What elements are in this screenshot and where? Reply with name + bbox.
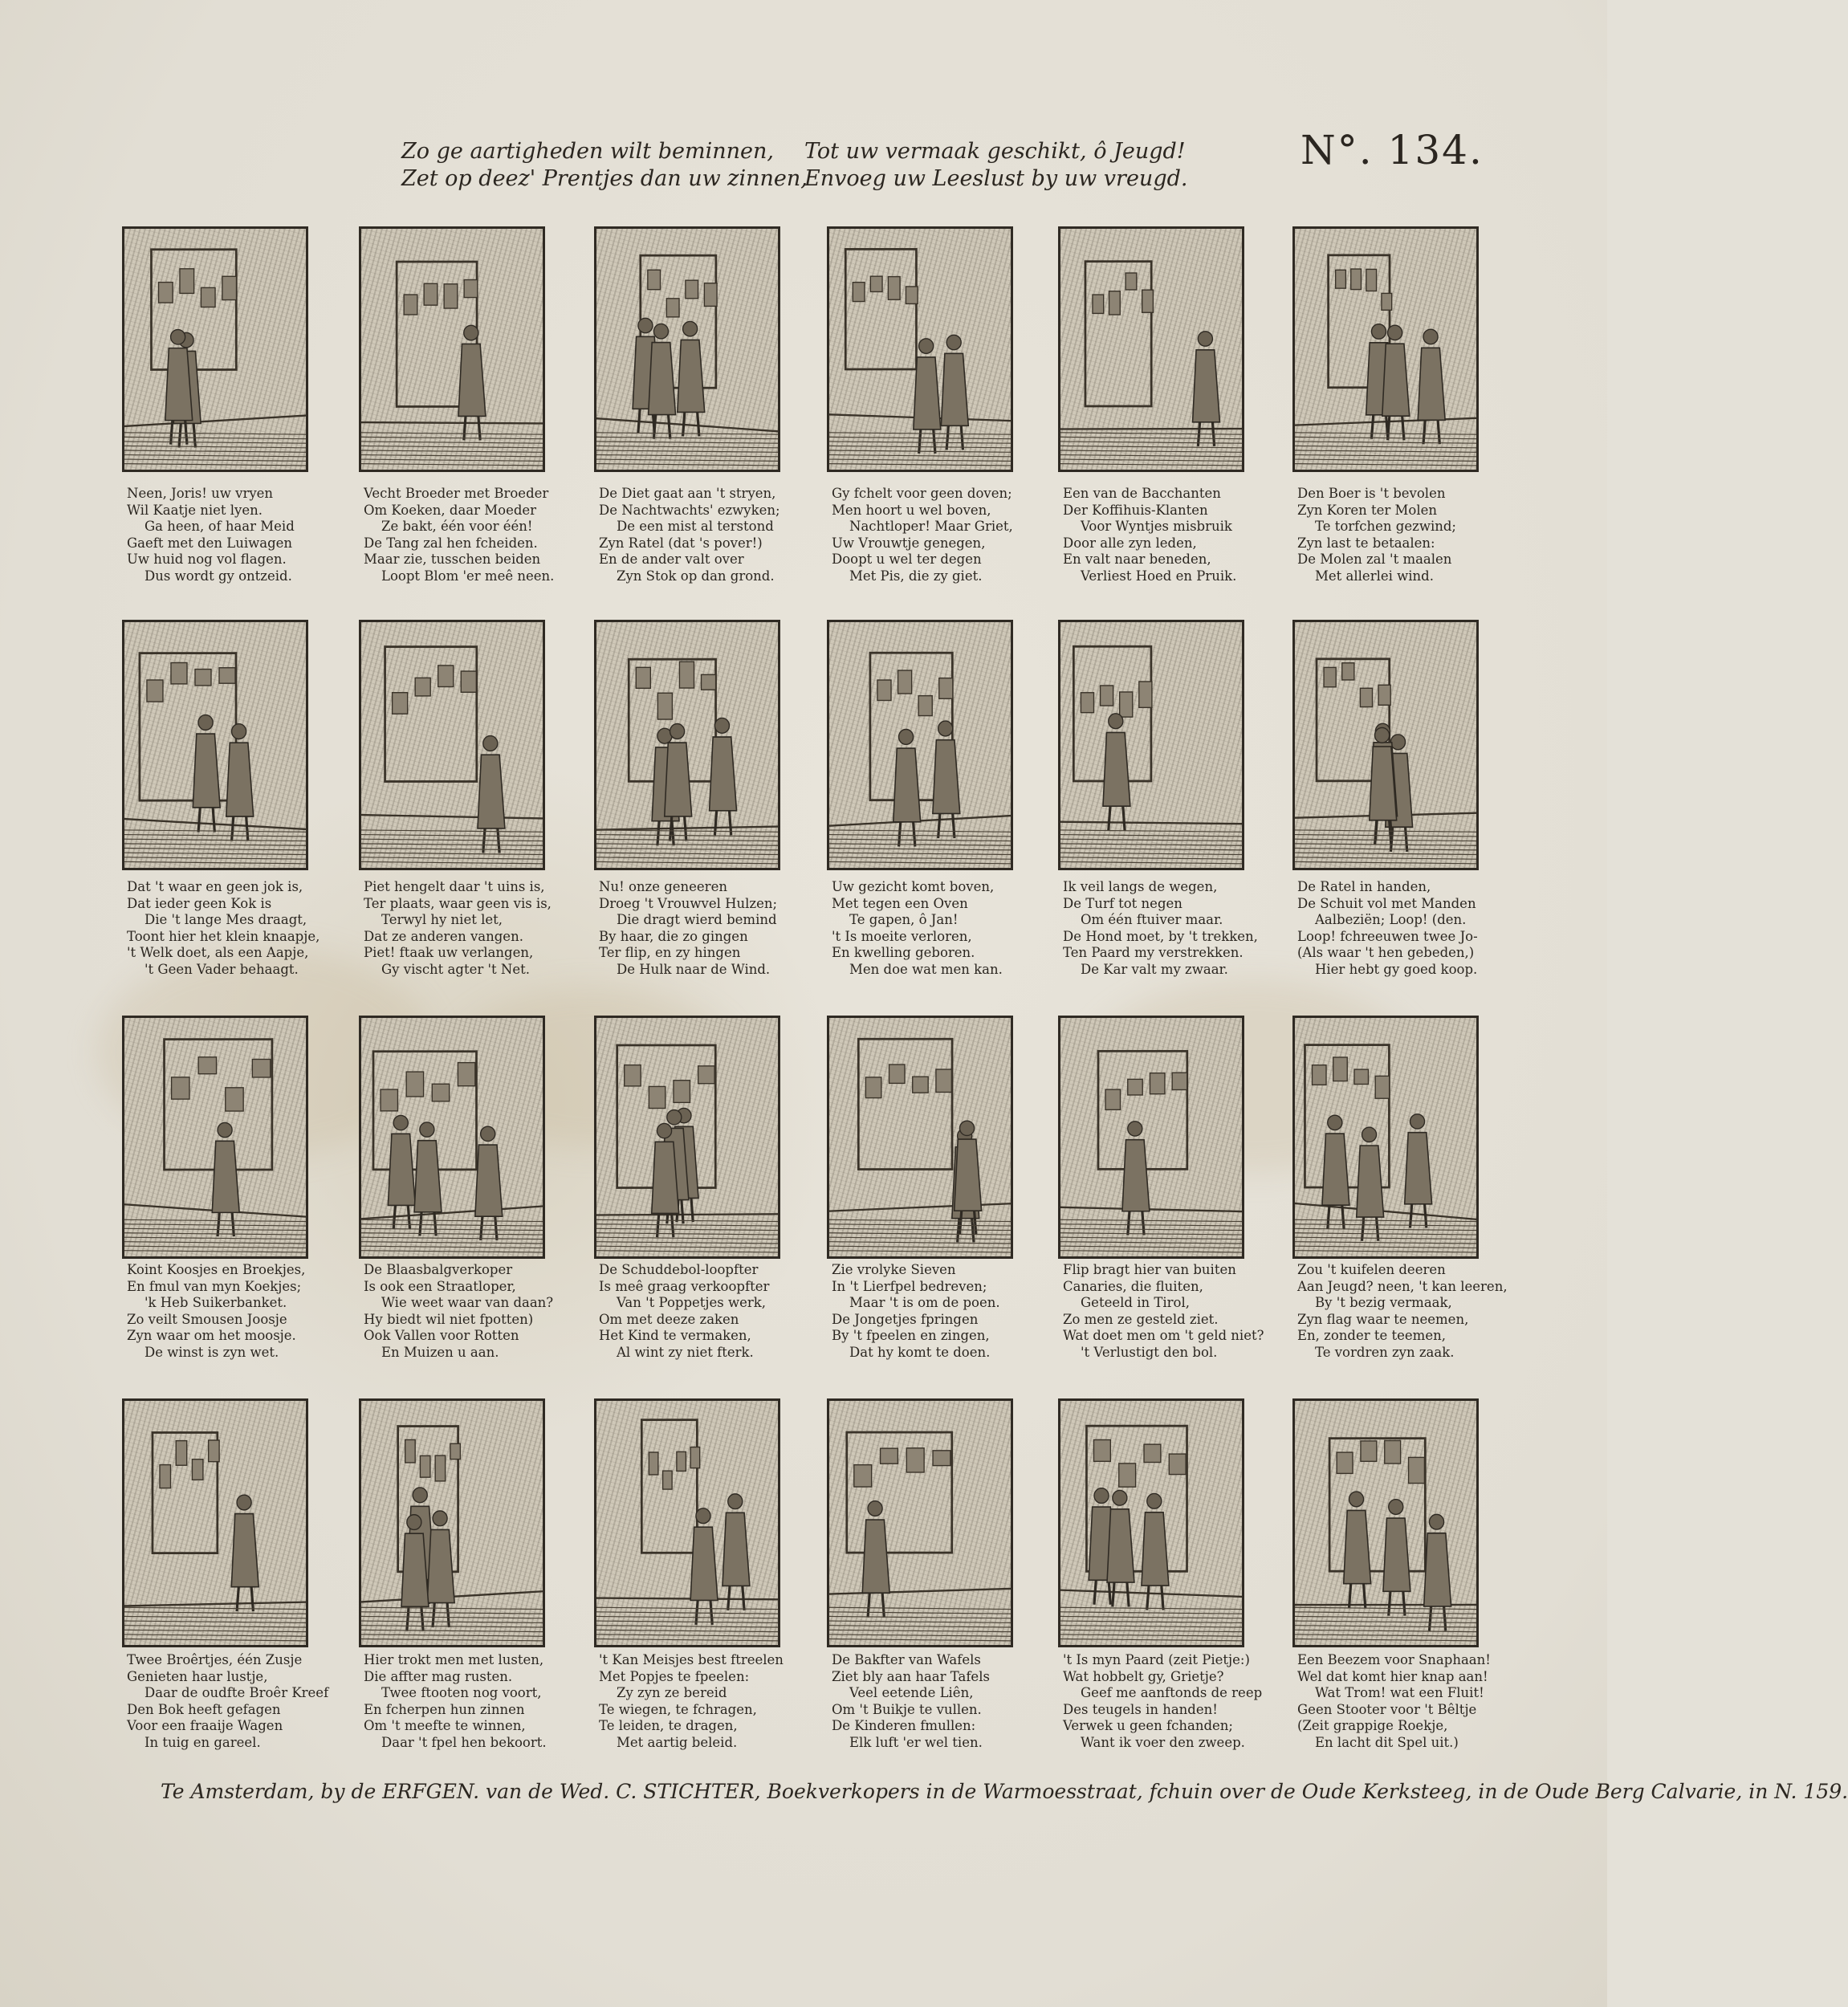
verse-line: Doopt u wel ter degen: [832, 552, 982, 567]
verse-line: En lacht dit Spel uit.): [1315, 1734, 1459, 1750]
verse-line: Wat hobbelt gy, Grietje?: [1063, 1668, 1224, 1684]
woodcut-illustration: [1292, 226, 1479, 472]
woodcut-illustration: [1058, 226, 1244, 472]
verse-line: Want ik voer den zweep.: [1081, 1734, 1245, 1750]
woodcut-illustration: [1058, 620, 1244, 870]
verse-line: Verliest Hoed en Pruik.: [1081, 568, 1237, 584]
verse-line: Daar 't fpel hen bekoort.: [381, 1734, 547, 1750]
verse-line: Aalbeziën; Loop! (den.: [1315, 912, 1467, 927]
verse-line: Een van de Bacchanten: [1063, 486, 1221, 501]
verse: [832, 879, 1040, 978]
woodcut-illustration: [359, 620, 545, 870]
woodcut-illustration: [122, 1398, 308, 1647]
verse-line: Is ook een Straatloper,: [364, 1278, 516, 1294]
verse-line: Ga heen, of haar Meid: [145, 519, 295, 534]
verse-line: Twee Broêrtjes, één Zusje: [127, 1652, 303, 1667]
verse-line: Zie vrolyke Sieven: [832, 1262, 956, 1277]
verse-line: Te vordren zyn zaak.: [1315, 1344, 1455, 1360]
verse-line: Dat 't waar en geen jok is,: [127, 879, 303, 894]
verse-line: De Schuddebol-loopfter: [599, 1262, 759, 1277]
verse-line: De Hulk naar de Wind.: [617, 961, 771, 977]
verse-line: Koint Koosjes en Broekjes,: [127, 1262, 306, 1277]
verse-line: Is meê graag verkoopfter: [599, 1278, 770, 1294]
woodcut-illustration: [359, 1398, 545, 1647]
verse: [599, 879, 808, 978]
verse: [1297, 1652, 1506, 1751]
verse-line: Geef me aanftonds de reep: [1081, 1685, 1263, 1700]
verse-line: Zyn waar om het moosje.: [127, 1328, 296, 1343]
verse-line: Door alle zyn leden,: [1063, 535, 1197, 551]
verse-line: En fmul van myn Koekjes;: [127, 1278, 302, 1294]
verse: [127, 879, 336, 978]
motto-left-line: Zo ge aartigheden wilt beminnen,: [401, 139, 774, 164]
verse: [1063, 1652, 1272, 1751]
verse: [832, 1262, 1040, 1361]
verse-line: Hy biedt wil niet fpotten): [364, 1311, 534, 1327]
woodcut-illustration: [1292, 1016, 1479, 1259]
verse: [1297, 486, 1506, 584]
verse-line: Maar 't is om de poen.: [849, 1295, 1000, 1310]
verse-line: 't Kan Meisjes best ftreelen: [599, 1652, 784, 1667]
verse-line: Des teugels in handen!: [1063, 1701, 1218, 1717]
verse-line: Ziet bly aan haar Tafels: [832, 1668, 990, 1684]
verse-line: Flip bragt hier van buiten: [1063, 1262, 1236, 1277]
verse-line: Wil Kaatje niet lyen.: [127, 502, 263, 518]
verse-line: Om 't Buikje te vullen.: [832, 1701, 982, 1717]
verse-line: Daar de oudfte Broêr Kreef: [145, 1685, 329, 1700]
woodcut-illustration: [827, 1016, 1013, 1259]
verse-line: Ze bakt, één voor één!: [381, 519, 533, 534]
verse-line: Met allerlei wind.: [1315, 568, 1434, 584]
motto-left: [401, 138, 808, 193]
verse-line: De Nachtwachts' ezwyken;: [599, 502, 780, 518]
woodcut-illustration: [827, 620, 1013, 870]
verse-line: Al wint zy niet fterk.: [617, 1344, 754, 1360]
verse-line: De Kar valt my zwaar.: [1081, 961, 1228, 977]
verse-line: Der Koffihuis-Klanten: [1063, 502, 1208, 518]
verse: [127, 486, 336, 584]
verse: [599, 1652, 808, 1751]
verse-line: Te torfchen gezwind;: [1315, 519, 1456, 534]
verse-line: Om één ftuiver maar.: [1081, 912, 1223, 927]
verse-line: Het Kind te vermaken,: [599, 1328, 751, 1343]
verse-line: Dus wordt gy ontzeid.: [145, 568, 292, 584]
woodcut-illustration: [827, 1398, 1013, 1647]
verse-line: De Jongetjes fpringen: [832, 1311, 979, 1327]
verse-line: Elk luft 'er wel tien.: [849, 1734, 983, 1750]
verse-line: Uw huid nog vol flagen.: [127, 552, 287, 567]
verse-line: In 't Lierfpel bedreven;: [832, 1278, 987, 1294]
verse-line: Met aartig beleid.: [617, 1734, 738, 1750]
verse-line: Met Pis, die zy giet.: [849, 568, 983, 584]
verse-line: Zo men ze gesteld ziet.: [1063, 1311, 1219, 1327]
verse-line: Maar zie, tusschen beiden: [364, 552, 541, 567]
verse-line: En kwelling geboren.: [832, 945, 975, 960]
verse-line: Men hoort u wel boven,: [832, 502, 991, 518]
verse-line: De Kinderen fmullen:: [832, 1718, 976, 1733]
verse-line: Canaries, die fluiten,: [1063, 1278, 1203, 1294]
motto-right: [804, 138, 1187, 193]
verse-line: Die affter mag rusten.: [364, 1668, 513, 1684]
verse-line: De Hond moet, by 't trekken,: [1063, 928, 1258, 944]
woodcut-illustration: [359, 226, 545, 472]
verse-line: Die 't lange Mes draagt,: [145, 912, 307, 927]
woodcut-illustration: [1058, 1398, 1244, 1647]
verse-line: In tuig en gareel.: [145, 1734, 261, 1750]
verse-line: Met Popjes te fpeelen:: [599, 1668, 750, 1684]
verse-line: (Zeit grappige Roekje,: [1297, 1718, 1448, 1733]
verse-line: Ook Vallen voor Rotten: [364, 1328, 519, 1343]
verse-line: (Als waar 't hen gebeden,): [1297, 945, 1475, 960]
verse-line: Om met deeze zaken: [599, 1311, 739, 1327]
verse-line: Ter flip, en zy hingen: [599, 945, 741, 960]
verse-line: De Bakfter van Wafels: [832, 1652, 981, 1667]
verse-line: Den Boer is 't bevolen: [1297, 486, 1446, 501]
verse: [364, 879, 572, 978]
verse-line: Om 't meefte te winnen,: [364, 1718, 526, 1733]
verse-line: De Tang zal hen fcheiden.: [364, 535, 538, 551]
verse-line: De winst is zyn wet.: [145, 1344, 279, 1360]
verse-line: Te gapen, ô Jan!: [849, 912, 959, 927]
verse-line: 't Welk doet, als een Aapje,: [127, 945, 309, 960]
verse: [1297, 879, 1506, 978]
verse: [1063, 486, 1272, 584]
verse-line: Nu! onze geneeren: [599, 879, 727, 894]
verse: [599, 486, 808, 584]
verse-line: Zyn Stok op dan grond.: [617, 568, 775, 584]
verse-line: Hier trokt men met lusten,: [364, 1652, 544, 1667]
verse: [832, 1652, 1040, 1751]
verse-line: Te wiegen, te fchragen,: [599, 1701, 757, 1717]
verse: [127, 1652, 336, 1751]
verse-line: By 't fpeelen en zingen,: [832, 1328, 990, 1343]
verse-line: Droeg 't Vrouwvel Hulzen;: [599, 895, 778, 911]
verse-line: En valt naar beneden,: [1063, 552, 1211, 567]
verse-line: Neen, Joris! uw vryen: [127, 486, 274, 501]
verse-line: Ik veil langs de wegen,: [1063, 879, 1218, 894]
verse-line: Om Koeken, daar Moeder: [364, 502, 537, 518]
verse-line: En, zonder te teemen,: [1297, 1328, 1446, 1343]
verse-line: Een Beezem voor Snaphaan!: [1297, 1652, 1491, 1667]
verse-line: Uw gezicht komt boven,: [832, 879, 995, 894]
verse-line: Dat ze anderen vangen.: [364, 928, 523, 944]
verse-line: 'k Heb Suikerbanket.: [145, 1295, 287, 1310]
woodcut-illustration: [594, 1398, 780, 1647]
verse-line: 't Verlustigt den bol.: [1081, 1344, 1218, 1360]
verse-line: Zo veilt Smousen Joosje: [127, 1311, 287, 1327]
verse-line: Verwek u geen fchanden;: [1063, 1718, 1233, 1733]
verse-line: By haar, die zo gingen: [599, 928, 748, 944]
verse-line: Dat hy komt te doen.: [849, 1344, 991, 1360]
verse-line: Toont hier het klein knaapje,: [127, 928, 320, 944]
woodcut-illustration: [594, 620, 780, 870]
verse-line: By 't bezig vermaak,: [1315, 1295, 1452, 1310]
verse-line: Zyn last te betaalen:: [1297, 535, 1435, 551]
verse-line: Ter plaats, waar geen vis is,: [364, 895, 552, 911]
verse-line: De Schuit vol met Manden: [1297, 895, 1476, 911]
verse: [1063, 879, 1272, 978]
verse-line: De een mist al terstond: [617, 519, 774, 534]
verse-line: De Molen zal 't maalen: [1297, 552, 1452, 567]
woodcut-illustration: [1292, 620, 1479, 870]
verse-line: Nachtloper! Maar Griet,: [849, 519, 1013, 534]
verse-line: Zyn flag waar te neemen,: [1297, 1311, 1469, 1327]
woodcut-illustration: [1292, 1398, 1479, 1647]
verse-line: Hier hebt gy goed koop.: [1315, 961, 1478, 977]
verse-line: Aan Jeugd? neen, 't kan leeren,: [1297, 1278, 1508, 1294]
woodcut-illustration: [594, 1016, 780, 1259]
publisher-imprint: Te Amsterdam, by de ERFGEN. van de Wed. C. STICHTER, Boekverkopers in de Warmoesstraat, fchuin over de Oude Kerksteeg, in de Oude Berg Calvarie, in N. 159.: [161, 1780, 1848, 1803]
verse-line: Wat Trom! wat een Fluit!: [1315, 1685, 1484, 1700]
verse: [127, 1262, 336, 1361]
verse-line: 't Is myn Paard (zeit Pietje:): [1063, 1652, 1250, 1667]
verse-line: Piet! ftaak uw verlangen,: [364, 945, 534, 960]
verse-line: En Muizen u aan.: [381, 1344, 499, 1360]
verse-line: Twee ftooten nog voort,: [381, 1685, 542, 1700]
motto-right-line: Envoeg uw Leeslust by uw vreugd.: [804, 166, 1188, 191]
verse-line: Dat ieder geen Kok is: [127, 895, 272, 911]
verse-line: De Blaasbalgverkoper: [364, 1262, 513, 1277]
woodcut-illustration: [1058, 1016, 1244, 1259]
verse-line: Piet hengelt daar 't uins is,: [364, 879, 545, 894]
motto-right-line: Tot uw vermaak geschikt, ô Jeugd!: [804, 139, 1186, 164]
verse-line: Wel dat komt hier knap aan!: [1297, 1668, 1488, 1684]
verse-line: Zyn Koren ter Molen: [1297, 502, 1438, 518]
verse: [364, 486, 572, 584]
verse: [364, 1262, 572, 1361]
motto-left-line: Zet op deez' Prentjes dan uw zinnen,: [401, 166, 808, 191]
verse-line: Men doe wat men kan.: [849, 961, 1003, 977]
verse: [364, 1652, 572, 1751]
woodcut-illustration: [827, 226, 1013, 472]
verse-line: Geteeld in Tirol,: [1081, 1295, 1190, 1310]
verse-line: Terwyl hy niet let,: [381, 912, 503, 927]
woodcut-illustration: [122, 1016, 308, 1259]
verse-line: De Ratel in handen,: [1297, 879, 1431, 894]
sheet-number: N°. 134.: [1301, 127, 1484, 173]
verse: [1063, 1262, 1272, 1361]
verse-line: Voor een fraaije Wagen: [127, 1718, 283, 1733]
woodcut-illustration: [359, 1016, 545, 1259]
verse-line: Uw Vrouwtje genegen,: [832, 535, 986, 551]
verse-line: Gy fchelt voor geen doven;: [832, 486, 1012, 501]
verse-line: Gaeft met den Luiwagen: [127, 535, 293, 551]
verse-line: Voor Wyntjes misbruik: [1081, 519, 1232, 534]
verse-line: Geen Stooter voor 't Bêltje: [1297, 1701, 1477, 1717]
verse-line: Zou 't kuifelen deeren: [1297, 1262, 1446, 1277]
woodcut-illustration: [594, 226, 780, 472]
verse-line: Zy zyn ze bereid: [617, 1685, 727, 1700]
verse-line: En de ander valt over: [599, 552, 744, 567]
woodcut-illustration: [122, 620, 308, 870]
verse-line: Met tegen een Oven: [832, 895, 968, 911]
verse-line: Zyn Ratel (dat 's pover!): [599, 535, 763, 551]
verse-line: Loopt Blom 'er meê neen.: [381, 568, 555, 584]
verse-line: Gy vischt agter 't Net.: [381, 961, 530, 977]
verse-line: Wie weet waar van daan?: [381, 1295, 554, 1310]
verse-line: Van 't Poppetjes werk,: [617, 1295, 767, 1310]
verse-line: Veel eetende Liên,: [849, 1685, 974, 1700]
verse-line: De Turf tot negen: [1063, 895, 1182, 911]
verse: [1297, 1262, 1506, 1361]
verse-line: Te leiden, te dragen,: [599, 1718, 738, 1733]
verse-line: De Diet gaat aan 't stryen,: [599, 486, 776, 501]
woodcut-illustration: [122, 226, 308, 472]
verse-line: 't Geen Vader behaagt.: [145, 961, 299, 977]
verse-line: Vecht Broeder met Broeder: [364, 486, 549, 501]
verse: [832, 486, 1040, 584]
verse: [599, 1262, 808, 1361]
verse-line: Ten Paard my verstrekken.: [1063, 945, 1244, 960]
verse-line: Die dragt wierd bemind: [617, 912, 777, 927]
verse-line: Den Bok heeft gefagen: [127, 1701, 281, 1717]
verse-line: 't Is moeite verloren,: [832, 928, 972, 944]
verse-line: Wat doet men om 't geld niet?: [1063, 1328, 1264, 1343]
verse-line: Loop! fchreeuwen twee Jo-: [1297, 928, 1478, 944]
verse-line: En fcherpen hun zinnen: [364, 1701, 525, 1717]
verse-line: Genieten haar lustje,: [127, 1668, 268, 1684]
